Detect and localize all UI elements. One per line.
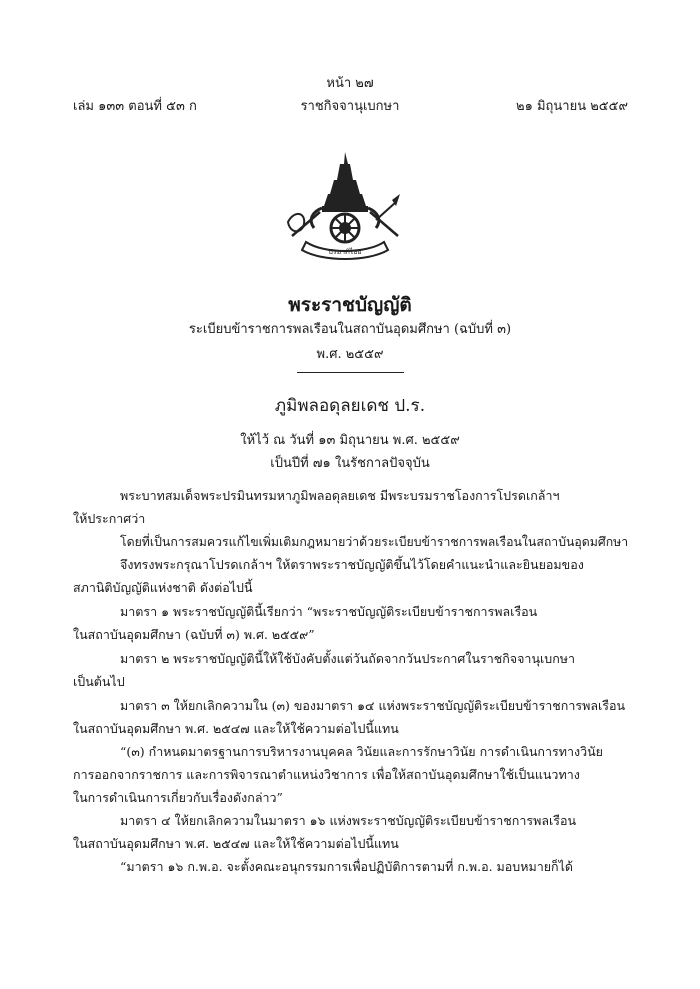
act-subtitle: ระเบียบข้าราชการพลเรือนในสถาบันอุดมศึกษา (ฉบับที่ ๓) xyxy=(188,322,512,337)
volume-issue: เล่ม ๑๓๓ ตอนที่ ๕๓ ก xyxy=(73,99,197,114)
gazette-date: ๒๑ มิถุนายน ๒๕๕๙ xyxy=(516,99,628,114)
body-line: สภานิติบัญญัติแห่งชาติ ดังต่อไปนี้ xyxy=(73,580,253,595)
body-line: การออกจากราชการ และการพิจารณาตำแหน่งวิชาการ เพื่อให้สถาบันอุดมศึกษาใช้เป็นแนวทาง xyxy=(73,767,580,782)
title-divider xyxy=(297,372,404,373)
act-year: พ.ศ. ๒๕๕๙ xyxy=(316,347,384,362)
body-line: “(๓) กำหนดมาตรฐานการบริหารงานบุคคล วินัยและการรักษาวินัย การดำเนินการทางวินัย xyxy=(120,744,603,759)
body-line: ในสถาบันอุดมศึกษา (ฉบับที่ ๓) พ.ศ. ๒๕๕๙” xyxy=(73,627,315,642)
body-line: ในสถาบันอุดมศึกษา พ.ศ. ๒๕๔๗ และให้ใช้ความต่อไปนี้แทน xyxy=(73,721,399,736)
body-line: มาตรา ๒ พระราชบัญญัตินี้ให้ใช้บังคับตั้งแต่วันถัดจากวันประกาศในราชกิจจานุเบกษา xyxy=(120,651,576,666)
act-title: พระราชบัญญัติ xyxy=(288,294,412,316)
royal-emblem-icon xyxy=(284,150,406,262)
reign-year: เป็นปีที่ ๗๑ ในรัชกาลปัจจุบัน xyxy=(270,456,430,471)
body-line: ให้ประกาศว่า xyxy=(73,511,146,526)
body-line: มาตรา ๓ ให้ยกเลิกความใน (๓) ของมาตรา ๑๔ แห่งพระราชบัญญัติระเบียบข้าราชการพลเรือน xyxy=(120,698,626,713)
body-line: มาตรา ๑ พระราชบัญญัตินี้เรียกว่า “พระราชบัญญัติระเบียบข้าราชการพลเรือน xyxy=(120,604,538,619)
body-line: จึงทรงพระกรุณาโปรดเกล้าฯ ให้ตราพระราชบัญญัติขึ้นไว้โดยคำแนะนำและยินยอมของ xyxy=(120,557,584,572)
body-line: ในสถาบันอุดมศึกษา พ.ศ. ๒๕๔๗ และให้ใช้ความต่อไปนี้แทน xyxy=(73,836,399,851)
body-line: “มาตรา ๑๖ ก.พ.อ. จะตั้งคณะอนุกรรมการเพื่อปฏิบัติการตามที่ ก.พ.อ. มอบหมายก็ได้ xyxy=(120,859,574,874)
gazette-name: ราชกิจจานุเบกษา xyxy=(300,99,400,114)
body-line: มาตรา ๔ ให้ยกเลิกความในมาตรา ๑๖ แห่งพระราชบัญญัติระเบียบข้าราชการพลเรือน xyxy=(120,813,577,828)
body-line: เป็นต้นไป xyxy=(73,674,125,689)
body-line: พระบาทสมเด็จพระปรมินทรมหาภูมิพลอดุลยเดช มีพระบรมราชโองการโปรดเกล้าฯ xyxy=(120,488,560,503)
body-line: โดยที่เป็นการสมควรแก้ไขเพิ่มเติมกฎหมายว่าด้วยระเบียบข้าราชการพลเรือนในสถาบันอุดมศึกษา xyxy=(120,534,629,549)
given-date: ให้ไว้ ณ วันที่ ๑๓ มิถุนายน พ.ศ. ๒๕๕๙ xyxy=(240,433,460,448)
svg-text:ปรมาภิไธย: ปรมาภิไธย xyxy=(328,248,362,256)
body-line: ในการดำเนินการเกี่ยวกับเรื่องดังกล่าว” xyxy=(73,790,283,805)
page-number: หน้า ๒๗ xyxy=(326,76,374,91)
king-name: ภูมิพลอดุลยเดช ป.ร. xyxy=(274,396,426,416)
